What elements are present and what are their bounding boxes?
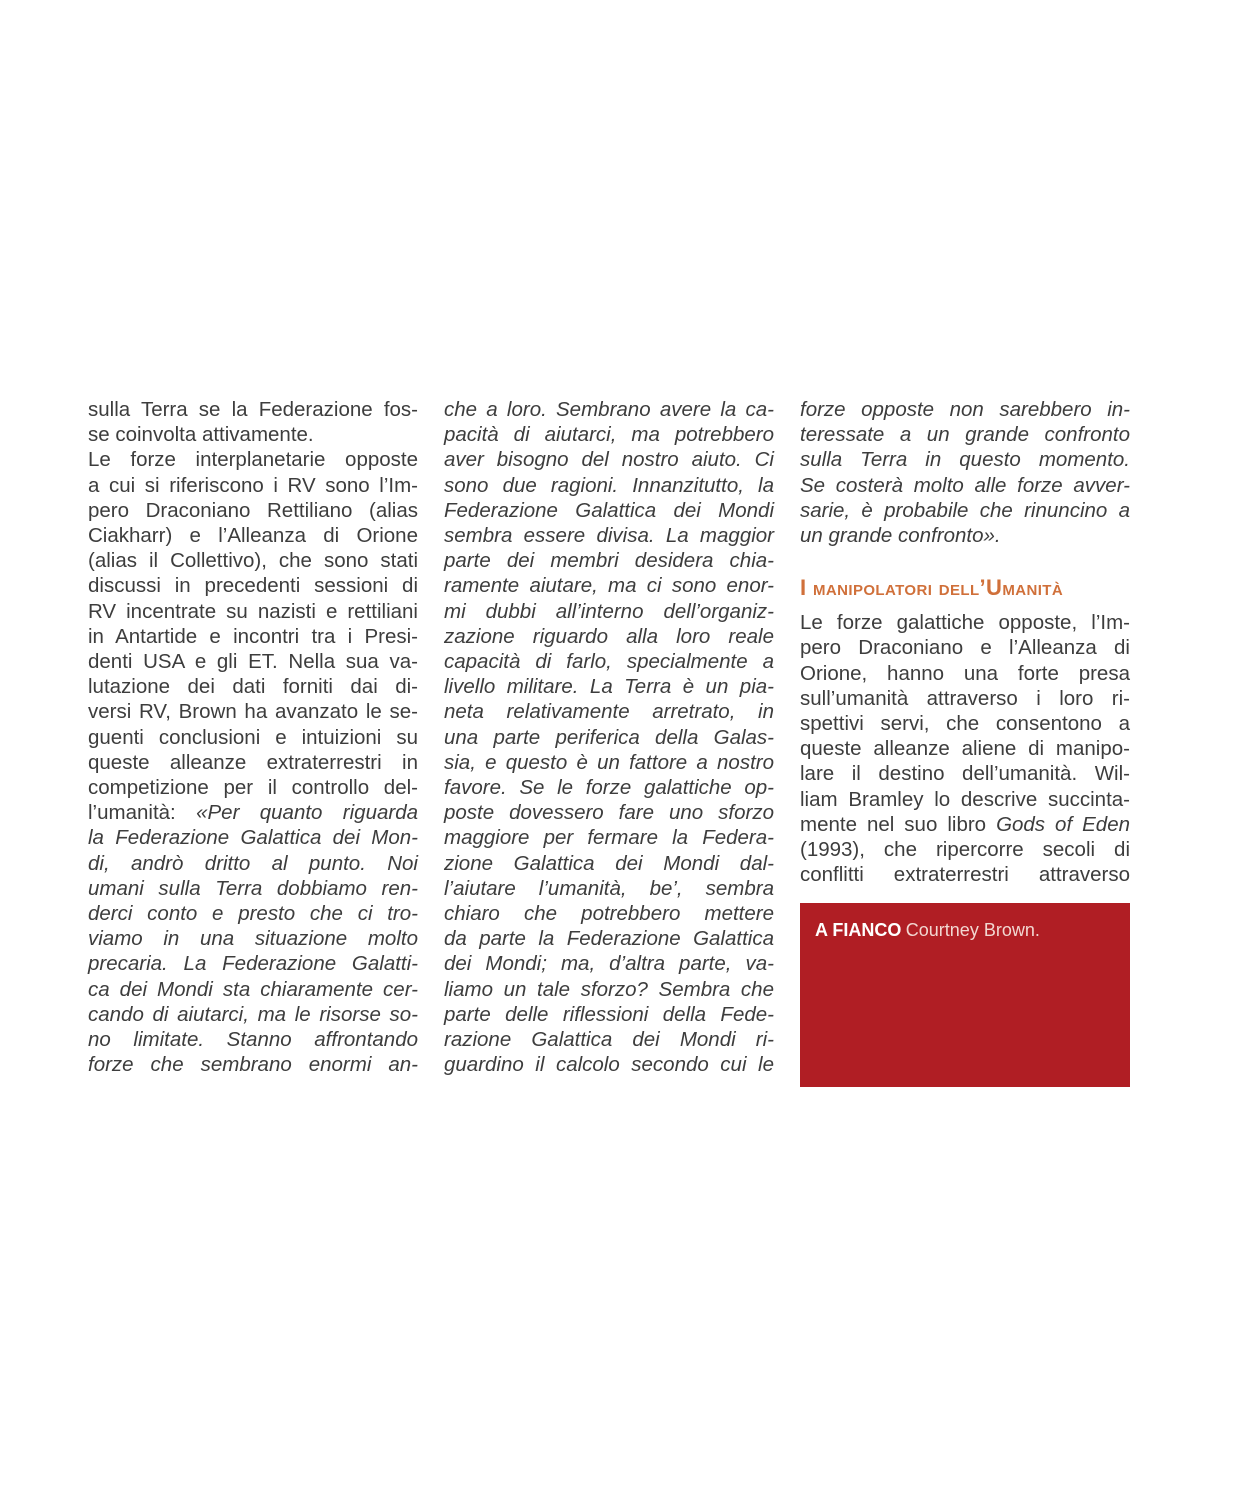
text-line: dei Mondi; ma, d’altra parte, va- <box>444 952 774 976</box>
text-line: la Federazione Galattica dei Mon- <box>88 826 418 850</box>
text-line: parte delle riflessioni della Fede- <box>444 1002 774 1026</box>
text-line: ca dei Mondi sta chiaramente cer- <box>88 977 418 1001</box>
text-line: pero Draconiano e l’Alleanza di <box>800 636 1130 660</box>
text-line: maggiore per fermare la Federa- <box>444 826 774 850</box>
text-line: forze opposte non sarebbero in- <box>800 398 1130 421</box>
text-line: poste dovessero fare uno sforzo <box>444 801 774 825</box>
text-line: di, andrò dritto al punto. Noi <box>88 851 418 875</box>
text-line: sarie, è probabile che rinuncino a <box>800 498 1130 522</box>
text-line: liam Bramley lo descrive succinta- <box>800 787 1130 811</box>
text-column-3 <box>800 397 1130 1087</box>
caption-label: A FIANCO <box>815 920 902 941</box>
text-line: pero Draconiano Rettiliano (alias <box>88 498 418 522</box>
text-line: conflitti extraterrestri attraverso <box>800 863 1130 887</box>
caption-text: Courtney Brown. <box>905 920 1040 941</box>
caption-box <box>800 903 1130 1087</box>
text-line: razione Galattica dei Mondi ri- <box>444 1028 774 1052</box>
text-line: se coinvolta attivamente. <box>88 423 314 447</box>
text-line: lare il destino dell’umanità. Wil- <box>800 762 1130 786</box>
text-line: lutazione dei dati forniti dai di- <box>88 675 418 699</box>
text-line: capacità di farlo, specialmente a <box>444 650 774 674</box>
text-line: versi RV, Brown ha avanzato le se- <box>88 700 418 724</box>
text-line: zazione riguardo alla loro reale <box>444 624 774 648</box>
text-line: competizione per il controllo del- <box>88 776 418 800</box>
text-line: da parte la Federazione Galattica <box>444 927 774 951</box>
text-line: discussi in precedenti sessioni di <box>88 574 418 598</box>
text-line: precaria. La Federazione Galatti- <box>88 952 418 976</box>
text-line: Se costerà molto alle forze avver- <box>800 473 1130 497</box>
text-column-1 <box>88 397 418 1077</box>
text-line: zione Galattica dei Mondi dal- <box>444 851 774 875</box>
text-line: parte dei membri desidera chia- <box>444 549 774 573</box>
text-line: forze che sembrano enormi an- <box>88 1053 418 1077</box>
text-line: mi dubbi all’interno dell’organiz- <box>444 599 774 623</box>
text-line: aver bisogno del nostro aiuto. Ci <box>444 448 774 472</box>
text-line: queste alleanze aliene di manipo- <box>800 737 1130 761</box>
text-column-2 <box>444 397 774 1077</box>
text-line: sulla Terra se la Federazione fos- <box>88 398 418 421</box>
text-line: sembra essere divisa. La maggior <box>444 524 774 548</box>
text-line: una parte periferica della Galas- <box>444 725 774 749</box>
text-line: sulla Terra in questo momento. <box>800 448 1130 472</box>
text-line: sia, e questo è un fattore a nostro <box>444 750 774 774</box>
text-line: (alias il Collettivo), che sono stati <box>88 549 418 573</box>
text-line: in Antartide e incontri tra i Presi- <box>88 624 418 648</box>
text-line: sono due ragioni. Innanzitutto, la <box>444 473 774 497</box>
text-line: liamo un tale sforzo? Sembra che <box>444 977 774 1001</box>
text-line: teressate a un grande confronto <box>800 423 1130 447</box>
text-line: a cui si riferiscono i RV sono l’Im- <box>88 473 418 497</box>
text-line: Orione, hanno una forte presa <box>800 661 1130 685</box>
text-line: no limitate. Stanno affrontando <box>88 1028 418 1052</box>
text-line: derci conto e presto che ci tro- <box>88 902 418 926</box>
text-line: guardino il calcolo secondo cui le <box>444 1053 774 1077</box>
text-line: pacità di aiutarci, ma potrebbero <box>444 423 774 447</box>
text-line: spettivi servi, che consentono a <box>800 712 1130 736</box>
quote-block <box>800 397 1130 548</box>
text-line: RV incentrate su nazisti e rettiliani <box>88 599 418 623</box>
text-line: che a loro. Sembrano avere la ca- <box>444 398 774 421</box>
text-line: mente nel suo libro Gods of Eden <box>800 812 1130 836</box>
text-line: guenti conclusioni e intuizioni su <box>88 725 418 749</box>
text-line: livello militare. La Terra è un pia- <box>444 675 774 699</box>
text-line: Le forze galattiche opposte, l’Im- <box>800 611 1130 635</box>
text-line: ramente aiutare, ma ci sono enor- <box>444 574 774 598</box>
text-line: chiaro che potrebbero mettere <box>444 902 774 926</box>
text-line: viamo in una situazione molto <box>88 927 418 951</box>
text-line: cando di aiutarci, ma le risorse so- <box>88 1002 418 1026</box>
text-line: l’aiutare l’umanità, be’, sembra <box>444 876 774 900</box>
text-line: denti USA e gli ET. Nella sua va- <box>88 650 418 674</box>
text-line: neta relativamente arretrato, in <box>444 700 774 724</box>
text-line: favore. Se le forze galattiche op- <box>444 776 774 800</box>
text-line: umani sulla Terra dobbiamo ren- <box>88 876 418 900</box>
text-line: Le forze interplanetarie opposte <box>88 448 418 472</box>
text-line: l’umanità: «Per quanto riguarda <box>88 801 419 825</box>
text-line: (1993), che ripercorre secoli di <box>800 838 1130 862</box>
text-line: queste alleanze extraterrestri in <box>88 750 418 774</box>
text-line: un grande confronto». <box>800 524 1001 548</box>
section-heading: I manipolatori dell’Umanità <box>800 575 1064 601</box>
text-line: Ciakharr) e l’Alleanza di Orione <box>88 524 418 548</box>
text-line: Federazione Galattica dei Mondi <box>444 498 774 522</box>
body-block <box>800 610 1130 887</box>
text-line: sull’umanità attraverso i loro ri- <box>800 686 1130 710</box>
